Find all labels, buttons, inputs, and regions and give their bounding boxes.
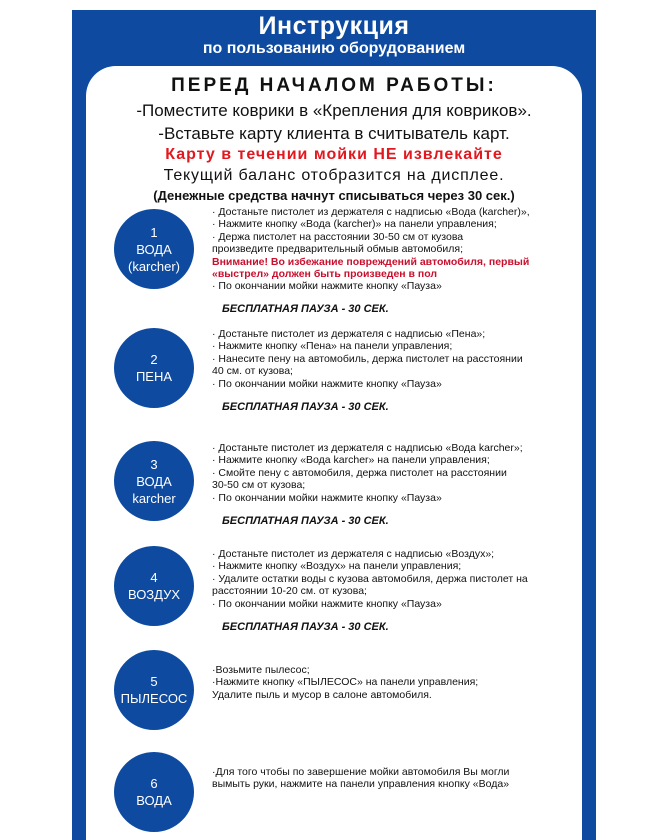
intro-note: (Денежные средства начнут списываться через 30 сек.): [153, 188, 515, 203]
step-instructions: [212, 766, 574, 791]
instruction-line: ·Для того чтобы по завершение мойки автомобиля Вы могли: [212, 766, 510, 778]
step-instructions: [212, 328, 574, 390]
step-circle: [114, 209, 194, 289]
instruction-line: · Нажмите кнопку «Воздух» на панели управления;: [212, 560, 462, 573]
instruction-line: · Достаньте пистолет из держателя с надписью «Вода karcher»;: [212, 442, 523, 454]
instruction-line: · Достаньте пистолет из держателя с надписью «Пена»;: [212, 328, 486, 340]
instruction-panel: [86, 66, 582, 840]
step-name: ВОДА: [136, 473, 172, 489]
free-pause-label: БЕСПЛАТНАЯ ПАУЗА - 30 СЕК.: [222, 621, 389, 633]
intro-line-mats: -Поместите коврики в «Крепления для ковриков».: [136, 101, 532, 120]
step-instructions: [212, 206, 574, 293]
instruction-line: · Нажмите кнопку «Вода (karcher)» на панели управления;: [212, 218, 497, 231]
step-name: ВОЗДУХ: [127, 587, 181, 602]
step-number: 6: [150, 776, 158, 791]
instruction-poster: [72, 10, 596, 840]
instruction-line: · Нанесите пену на автомобиль, держа пистолет на расстоянии: [212, 352, 523, 365]
instruction-line: ·Возьмите пылесос;: [212, 664, 310, 676]
instruction-warning: «выстрел» должен быть произведен в пол: [212, 268, 438, 281]
step-instructions: [212, 442, 574, 504]
instruction-line: · По окончании мойки нажмите кнопку «Пауза»: [212, 491, 442, 504]
instruction-line: 40 см. от кузова;: [212, 365, 293, 378]
instruction-line: 30-50 см от кузова;: [212, 479, 306, 492]
instruction-line: · Удалите остатки воды с кузова автомобиля, держа пистолет на: [212, 572, 528, 585]
step-name: ПЕНА: [135, 369, 173, 384]
intro-warning: Карту в течении мойки НЕ извлекайте: [165, 146, 503, 163]
instruction-line: · Держа пистолет на расстоянии 30-50 см от кузова: [212, 230, 464, 243]
step-number: 3: [150, 456, 158, 472]
instruction-line: вымыть руки, нажмите на панели управления кнопку «Вода»: [212, 778, 510, 791]
instruction-line: произведите предварительный обмыв автомобиля;: [212, 243, 463, 256]
instruction-line: · Достаньте пистолет из держателя с надписью «Воздух»;: [212, 548, 495, 560]
intro-line-card: -Вставьте карту клиента в считыватель карт.: [158, 124, 510, 143]
free-pause-label: БЕСПЛАТНАЯ ПАУЗА - 30 СЕК.: [222, 401, 389, 413]
step-number: 5: [150, 674, 158, 689]
step-circle: [114, 328, 194, 408]
step-circle: [114, 752, 194, 832]
instruction-line: · Нажмите кнопку «Пена» на панели управления;: [212, 340, 453, 353]
step-circle: [114, 650, 194, 730]
instruction-line: · По окончании мойки нажмите кнопку «Пауза»: [212, 597, 442, 610]
step-instructions: [212, 548, 574, 610]
step-sub: karcher: [132, 490, 176, 506]
step-sub: (karcher): [127, 258, 180, 274]
step-number: 4: [150, 570, 158, 585]
instruction-warning: Внимание! Во избежание повреждений автомобиля, первый: [212, 255, 530, 268]
step-number: 1: [150, 224, 158, 240]
poster-title: Инструкция: [258, 12, 410, 40]
step-name: ВОДА: [136, 793, 172, 808]
instruction-line: · Смойте пену с автомобиля, держа пистолет на расстоянии: [212, 466, 507, 479]
step-instructions: [212, 664, 574, 701]
step-name: ПЫЛЕСОС: [120, 691, 188, 706]
intro-line-balance: Текущий баланс отобразится на дисплее.: [163, 167, 505, 184]
instruction-line: Удалите пыль и мусор в салоне автомобиля.: [212, 688, 432, 701]
intro-heading: ПЕРЕД НАЧАЛОМ РАБОТЫ:: [171, 75, 497, 96]
instruction-line: · Нажмите кнопку «Вода karcher» на панели управления;: [212, 454, 490, 467]
free-pause-label: БЕСПЛАТНАЯ ПАУЗА - 30 СЕК.: [222, 303, 389, 315]
instruction-line: · По окончании мойки нажмите кнопку «Пауза»: [212, 377, 442, 390]
step-circle: [114, 441, 194, 521]
instruction-line: · По окончании мойки нажмите кнопку «Пауза»: [212, 280, 442, 293]
free-pause-label: БЕСПЛАТНАЯ ПАУЗА - 30 СЕК.: [222, 515, 389, 527]
step-name: ВОДА: [136, 241, 172, 257]
poster-subtitle: по пользованию оборудованием: [202, 40, 466, 57]
instruction-line: ·Нажмите кнопку «ПЫЛЕСОС» на панели управления;: [212, 676, 479, 689]
step-number: 2: [150, 352, 158, 367]
instruction-line: · Достаньте пистолет из держателя с надписью «Вода (karcher)»,: [212, 206, 530, 218]
step-circle: [114, 546, 194, 626]
instruction-line: расстоянии 10-20 см. от кузова;: [212, 585, 367, 598]
